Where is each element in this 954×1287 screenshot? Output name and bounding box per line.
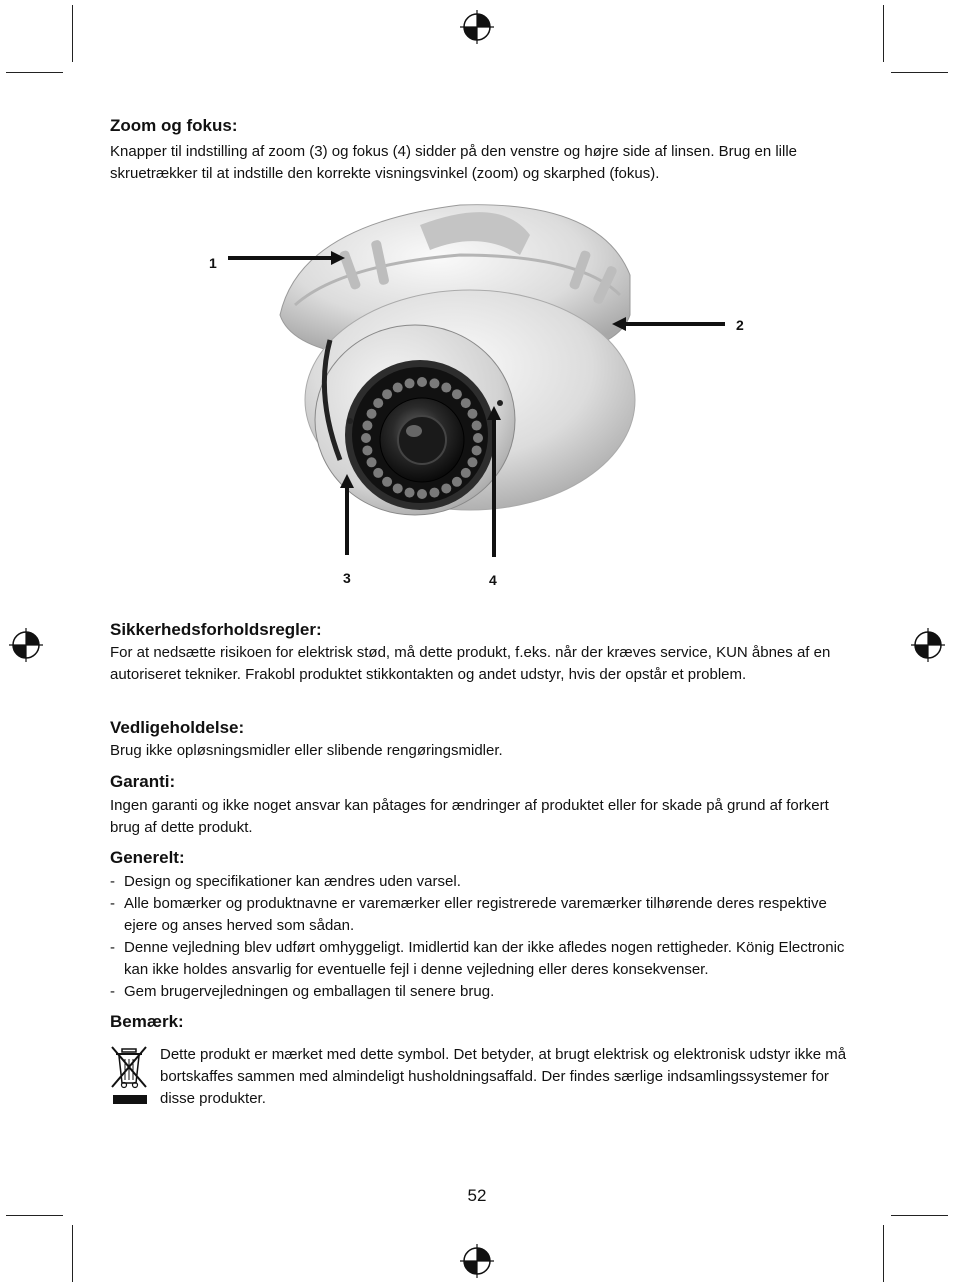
section-title-note: Bemærk:: [110, 1012, 184, 1031]
maintenance-text: Brug ikke opløsningsmidler eller slibende rengøringsmidler.: [110, 742, 503, 759]
section-title-maintenance: Vedligeholdelse:: [110, 718, 245, 737]
list-item: - Gem brugervejledningen og emballagen til senere brug.: [110, 981, 850, 1003]
ir-led: [417, 489, 427, 499]
ir-led: [361, 433, 371, 443]
ir-led: [441, 383, 451, 393]
list-item: - Denne vejledning blev udført omhyggeligt. Imidlertid kan der ikke afledes nogen rettigheder. König Electronic kan ikke holdes ansvarlig for eventuelle fejl i denne vejledning eller deres konsekvenser.: [110, 937, 850, 981]
zoom-text: Knapper til indstilling af zoom (3) og fokus (4) sidder på den venstre og højre side af linsen. Brug en lille skruetrækker til at indstille den korrekte visningsvinkel (zoom) og skarphed (fokus).: [110, 143, 798, 182]
ir-led: [393, 483, 403, 493]
ir-led: [472, 445, 482, 455]
crop-mark: [883, 5, 884, 62]
crop-mark: [883, 1225, 884, 1282]
section-title-zoom: Zoom og fokus:: [110, 116, 238, 135]
crop-mark: [72, 5, 73, 62]
ir-led: [405, 378, 415, 388]
callout-2: 2: [736, 317, 744, 333]
general-list: [110, 871, 850, 1003]
ir-led: [382, 389, 392, 399]
ir-led: [373, 468, 383, 478]
ir-led: [461, 398, 471, 408]
crop-mark: [6, 72, 63, 73]
list-item: - Alle bomærker og produktnavne er varemærker eller registrerede varemærker tilhørende deres respektive ejere og anses herved som sådan.: [110, 893, 850, 937]
registration-mark-icon: [911, 628, 945, 662]
ir-led: [472, 421, 482, 431]
section-title-general: Generelt:: [110, 848, 185, 867]
ir-led: [467, 457, 477, 467]
section-title-safety: Sikkerhedsforholdsregler:: [110, 620, 322, 639]
ir-led: [367, 457, 377, 467]
safety-text: For at nedsætte risikoen for elektrisk stød, må dette produkt, f.eks. når der kræves service, KUN åbnes af en autoriseret tekniker. Frakobl produktet stikkontakten og andet udstyr, hvis der opstår et problem.: [110, 644, 831, 683]
warranty-text: Ingen garanti og ikke noget ansvar kan påtages for ændringer af produktet eller for skade på grund af forkert brug af dette produkt.: [110, 797, 829, 836]
ir-led: [429, 378, 439, 388]
callout-3: 3: [343, 570, 351, 586]
ir-led: [461, 468, 471, 478]
crop-mark: [6, 1215, 63, 1216]
registration-mark-icon: [460, 10, 494, 44]
dome-camera-image: [200, 195, 760, 595]
ir-led: [373, 398, 383, 408]
ir-led: [467, 409, 477, 419]
ir-led: [417, 377, 427, 387]
crop-mark: [891, 1215, 948, 1216]
ir-led: [473, 433, 483, 443]
page-number: 52: [467, 1186, 487, 1205]
ir-led: [429, 488, 439, 498]
ir-led: [452, 389, 462, 399]
ir-led: [452, 477, 462, 487]
ir-led: [393, 383, 403, 393]
note-text: Dette produkt er mærket med dette symbol. Det betyder, at brugt elektrisk og elektronisk udstyr ikke må bortskaffes sammen med almindeligt husholdningsaffald. Der findes særlige indsamlingssystemer for disse produkter.: [160, 1046, 847, 1107]
section-title-warranty: Garanti:: [110, 772, 176, 791]
callout-1: 1: [209, 255, 217, 271]
ir-led: [362, 445, 372, 455]
crop-mark: [891, 72, 948, 73]
registration-mark-icon: [9, 628, 43, 662]
weee-crossed-bin-icon: [110, 1043, 150, 1107]
callout-4: 4: [489, 572, 497, 588]
registration-mark-icon: [460, 1244, 494, 1278]
ir-led: [362, 421, 372, 431]
ir-led: [441, 483, 451, 493]
list-item: - Design og specifikationer kan ændres uden varsel.: [110, 871, 850, 893]
ir-led: [367, 409, 377, 419]
ir-led: [405, 488, 415, 498]
crop-mark: [72, 1225, 73, 1282]
ir-led: [382, 477, 392, 487]
